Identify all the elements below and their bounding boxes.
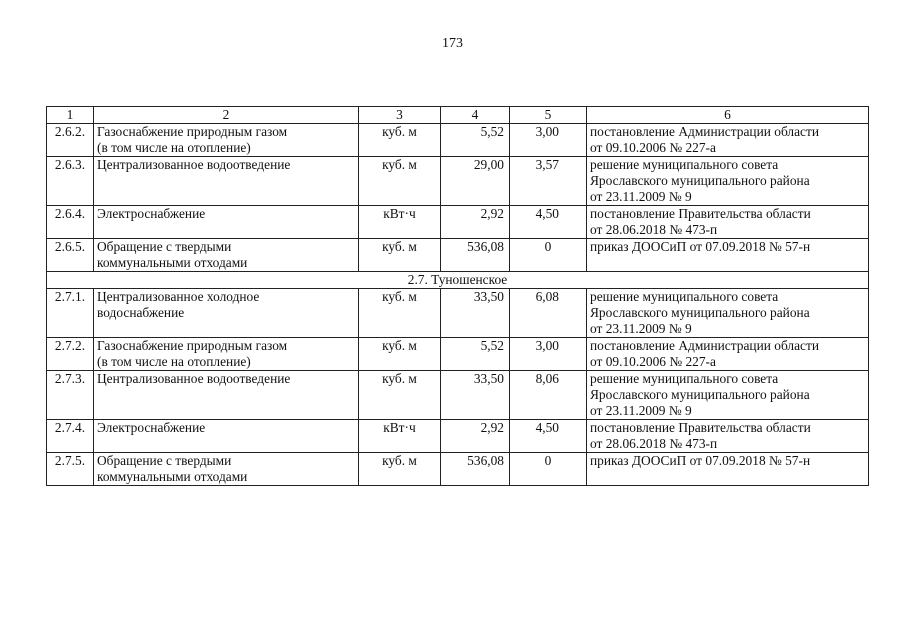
table-row <box>47 239 869 272</box>
value-col5-cell: 8,06 <box>510 371 587 420</box>
service-name-line: коммунальными отходами <box>97 469 248 484</box>
unit-cell: кВт·ч <box>359 206 441 239</box>
table-row <box>47 338 869 371</box>
row-number: 2.7.2. <box>47 338 94 371</box>
value-col5-cell: 3,00 <box>510 338 587 371</box>
service-name-cell <box>94 289 359 338</box>
service-name-line: коммунальными отходами <box>97 255 248 270</box>
column-number: 3 <box>359 107 441 124</box>
value-col5-cell: 4,50 <box>510 420 587 453</box>
service-name-line: Газоснабжение природным газом <box>97 124 288 139</box>
column-number: 1 <box>47 107 94 124</box>
page-number: 173 <box>442 36 463 51</box>
value-col4-cell: 2,92 <box>441 206 510 239</box>
value-col4-cell: 33,50 <box>441 371 510 420</box>
value-col5-cell: 3,00 <box>510 124 587 157</box>
document-cell <box>587 239 869 272</box>
document-line: от 09.10.2006 № 227-а <box>590 140 716 155</box>
unit-cell: куб. м <box>359 289 441 338</box>
service-name-line: Электроснабжение <box>97 420 206 435</box>
unit-cell: куб. м <box>359 453 441 486</box>
value-col4-cell: 33,50 <box>441 289 510 338</box>
service-name-line: Централизованное водоотведение <box>97 157 291 172</box>
document-line: постановление Администрации области <box>590 124 820 139</box>
table-row <box>47 371 869 420</box>
value-col5-cell: 3,57 <box>510 157 587 206</box>
section-row <box>47 272 869 289</box>
value-col4-cell: 536,08 <box>441 239 510 272</box>
service-name-line: Газоснабжение природным газом <box>97 338 288 353</box>
unit-cell: куб. м <box>359 371 441 420</box>
unit-cell: куб. м <box>359 124 441 157</box>
document-line: постановление Правительства области <box>590 420 811 435</box>
column-number: 4 <box>441 107 510 124</box>
document-cell <box>587 157 869 206</box>
table-row <box>47 157 869 206</box>
table-row <box>47 453 869 486</box>
column-number-row <box>47 107 869 124</box>
service-name-line: Обращение с твердыми <box>97 239 232 254</box>
value-col5-cell: 0 <box>510 453 587 486</box>
row-number: 2.6.3. <box>47 157 94 206</box>
row-number: 2.7.3. <box>47 371 94 420</box>
service-name-cell <box>94 371 359 420</box>
tariff-table <box>46 106 869 486</box>
value-col4-cell: 5,52 <box>441 338 510 371</box>
value-col4-cell: 5,52 <box>441 124 510 157</box>
document-line: от 09.10.2006 № 227-а <box>590 354 716 369</box>
row-number: 2.7.4. <box>47 420 94 453</box>
service-name-line: Электроснабжение <box>97 206 206 221</box>
service-name-line: (в том числе на отопление) <box>97 140 251 155</box>
document-line: приказ ДООСиП от 07.09.2018 № 57-н <box>590 239 811 254</box>
document-line: приказ ДООСиП от 07.09.2018 № 57-н <box>590 453 811 468</box>
table-row <box>47 206 869 239</box>
column-number: 6 <box>587 107 869 124</box>
column-number: 2 <box>94 107 359 124</box>
document-cell <box>587 338 869 371</box>
tariff-table-body <box>47 107 869 486</box>
value-col5-cell: 0 <box>510 239 587 272</box>
service-name-line: Централизованное холодное <box>97 289 260 304</box>
document-line: Ярославского муниципального района <box>590 173 810 188</box>
document-line: решение муниципального совета <box>590 157 779 172</box>
service-name-cell <box>94 453 359 486</box>
document-line: постановление Правительства области <box>590 206 811 221</box>
service-name-line: водоснабжение <box>97 305 185 320</box>
row-number: 2.7.1. <box>47 289 94 338</box>
service-name-line: (в том числе на отопление) <box>97 354 251 369</box>
document-line: от 28.06.2018 № 473-п <box>590 436 718 451</box>
table-row <box>47 420 869 453</box>
column-number: 5 <box>510 107 587 124</box>
unit-cell: куб. м <box>359 338 441 371</box>
document-line: Ярославского муниципального района <box>590 387 810 402</box>
table-row <box>47 124 869 157</box>
value-col5-cell: 6,08 <box>510 289 587 338</box>
service-name-line: Централизованное водоотведение <box>97 371 291 386</box>
row-number: 2.7.5. <box>47 453 94 486</box>
service-name-cell <box>94 206 359 239</box>
service-name-line: Обращение с твердыми <box>97 453 232 468</box>
document-line: от 23.11.2009 № 9 <box>590 321 692 336</box>
value-col4-cell: 536,08 <box>441 453 510 486</box>
document-line: от 23.11.2009 № 9 <box>590 403 692 418</box>
service-name-cell <box>94 338 359 371</box>
value-col4-cell: 29,00 <box>441 157 510 206</box>
document-cell <box>587 289 869 338</box>
service-name-cell <box>94 124 359 157</box>
document-cell <box>587 453 869 486</box>
value-col4-cell: 2,92 <box>441 420 510 453</box>
row-number: 2.6.2. <box>47 124 94 157</box>
document-line: от 28.06.2018 № 473-п <box>590 222 718 237</box>
document-cell <box>587 371 869 420</box>
section-title: 2.7. Туношенское <box>47 272 869 289</box>
service-name-cell <box>94 420 359 453</box>
service-name-cell <box>94 239 359 272</box>
service-name-cell <box>94 157 359 206</box>
document-cell <box>587 420 869 453</box>
document-line: постановление Администрации области <box>590 338 820 353</box>
unit-cell: куб. м <box>359 157 441 206</box>
document-line: решение муниципального совета <box>590 371 779 386</box>
unit-cell: куб. м <box>359 239 441 272</box>
row-number: 2.6.5. <box>47 239 94 272</box>
document-line: от 23.11.2009 № 9 <box>590 189 692 204</box>
document-cell <box>587 124 869 157</box>
row-number: 2.6.4. <box>47 206 94 239</box>
unit-cell: кВт·ч <box>359 420 441 453</box>
value-col5-cell: 4,50 <box>510 206 587 239</box>
document-cell <box>587 206 869 239</box>
document-line: Ярославского муниципального района <box>590 305 810 320</box>
document-line: решение муниципального совета <box>590 289 779 304</box>
table-row <box>47 289 869 338</box>
